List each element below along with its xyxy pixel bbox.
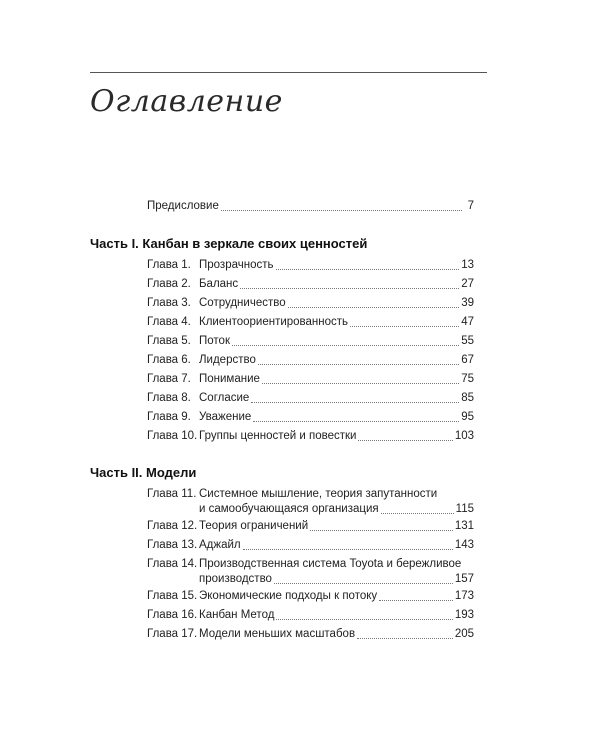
- entry-title: Группы ценностей и повестки: [199, 430, 357, 442]
- entry-page: 75: [461, 373, 474, 385]
- entry-title: Экономические подходы к потоку: [199, 590, 378, 602]
- entry-page: 39: [461, 297, 474, 309]
- toc-entry-chapter-17[interactable]: [147, 627, 474, 642]
- leader-dots: [276, 269, 460, 270]
- entry-page: 143: [454, 539, 474, 551]
- leader-dots: [251, 402, 459, 403]
- leader-dots: [358, 440, 452, 441]
- part-heading-1: Часть I. Канбан в зеркале своих ценностей: [90, 236, 368, 251]
- toc-entry-chapter-10[interactable]: [147, 429, 474, 444]
- toc-entry-chapter-13[interactable]: [147, 538, 474, 553]
- chapter-number: Глава 11.: [147, 488, 197, 500]
- toc-entry-chapter-8[interactable]: [147, 391, 474, 406]
- leader-dots: [243, 549, 453, 550]
- leader-dots: [221, 210, 462, 211]
- entry-page: 67: [461, 354, 474, 366]
- chapter-number: Глава 14.: [147, 558, 198, 570]
- leader-dots: [253, 421, 459, 422]
- entry-page: 157: [454, 573, 474, 585]
- entry-title: Понимание: [199, 373, 260, 385]
- entry-title-line-1: Производственная система Toyota и бережливое: [199, 558, 462, 570]
- chapter-number: Глава 6.: [147, 354, 191, 366]
- chapter-number: Глава 8.: [147, 392, 191, 404]
- entry-title: Канбан Метод: [199, 609, 275, 621]
- entry-title: и самообучающаяся организация: [199, 503, 379, 515]
- entry-page: 13: [461, 259, 474, 271]
- entry-title-line-1: Системное мышление, теория запутанности: [199, 488, 438, 500]
- page-title: Оглавление: [90, 84, 283, 119]
- toc-entry-chapter-14[interactable]: [147, 557, 474, 587]
- chapter-number: Глава 7.: [147, 373, 191, 385]
- toc-entry-chapter-12[interactable]: [147, 519, 474, 534]
- entry-page: 95: [461, 411, 474, 423]
- leader-dots: [350, 326, 459, 327]
- entry-title: Теория ограничений: [199, 520, 309, 532]
- entry-title: Прозрачность: [199, 259, 274, 271]
- entry-page: 47: [461, 316, 474, 328]
- chapter-number: Глава 10.: [147, 430, 198, 442]
- toc-entry-chapter-4[interactable]: [147, 315, 474, 330]
- entry-title: Лидерство: [199, 354, 256, 366]
- chapter-number: Глава 12.: [147, 520, 198, 532]
- leader-dots: [262, 383, 459, 384]
- entry-page: 7: [467, 200, 474, 212]
- chapter-number: Глава 2.: [147, 278, 191, 290]
- chapter-number: Глава 3.: [147, 297, 191, 309]
- toc-entry-preface[interactable]: [147, 199, 474, 214]
- entry-page: 193: [454, 609, 474, 621]
- entry-title: Согласие: [199, 392, 250, 404]
- entry-title: Баланс: [199, 278, 239, 290]
- entry-page: 131: [454, 520, 474, 532]
- leader-dots: [381, 513, 454, 514]
- entry-title: Предисловие: [147, 200, 219, 212]
- entry-page: 27: [461, 278, 474, 290]
- toc-entry-chapter-6[interactable]: [147, 353, 474, 368]
- entry-page: 103: [454, 430, 474, 442]
- toc-entry-chapter-15[interactable]: [147, 589, 474, 604]
- entry-title: Поток: [199, 335, 230, 347]
- chapter-number: Глава 13.: [147, 539, 198, 551]
- chapter-number: Глава 15.: [147, 590, 198, 602]
- toc-entry-chapter-7[interactable]: [147, 372, 474, 387]
- entry-page: 115: [455, 503, 474, 515]
- entry-title: Модели меньших масштабов: [199, 628, 356, 640]
- entry-page: 173: [454, 590, 474, 602]
- toc-entry-chapter-5[interactable]: [147, 334, 474, 349]
- chapter-number: Глава 4.: [147, 316, 191, 328]
- part-heading-2: Часть II. Модели: [90, 465, 197, 480]
- chapter-number: Глава 17.: [147, 628, 198, 640]
- chapter-number: Глава 9.: [147, 411, 191, 423]
- leader-dots: [276, 619, 452, 620]
- entry-title: Клиентоориентированность: [199, 316, 349, 328]
- entry-page: 55: [461, 335, 474, 347]
- top-rule: [90, 72, 487, 73]
- chapter-number: Глава 5.: [147, 335, 191, 347]
- entry-title: Аджайл: [199, 539, 241, 551]
- toc-entry-chapter-1[interactable]: [147, 258, 474, 273]
- entry-title: производство: [199, 573, 272, 585]
- chapter-number: Глава 16.: [147, 609, 198, 621]
- chapter-number: Глава 1.: [147, 259, 191, 271]
- leader-dots: [274, 583, 453, 584]
- leader-dots: [232, 345, 459, 346]
- toc-entry-chapter-2[interactable]: [147, 277, 474, 292]
- leader-dots: [240, 288, 459, 289]
- leader-dots: [357, 638, 453, 639]
- toc-entry-chapter-11[interactable]: [147, 487, 474, 517]
- leader-dots: [288, 307, 460, 308]
- entry-title: Сотрудничество: [199, 297, 286, 309]
- toc-entry-chapter-9[interactable]: [147, 410, 474, 425]
- leader-dots: [310, 530, 453, 531]
- entry-title: Уважение: [199, 411, 252, 423]
- entry-page: 85: [461, 392, 474, 404]
- toc-entry-chapter-16[interactable]: [147, 608, 474, 623]
- toc-entry-chapter-3[interactable]: [147, 296, 474, 311]
- entry-page: 205: [454, 628, 474, 640]
- leader-dots: [258, 364, 459, 365]
- leader-dots: [379, 600, 453, 601]
